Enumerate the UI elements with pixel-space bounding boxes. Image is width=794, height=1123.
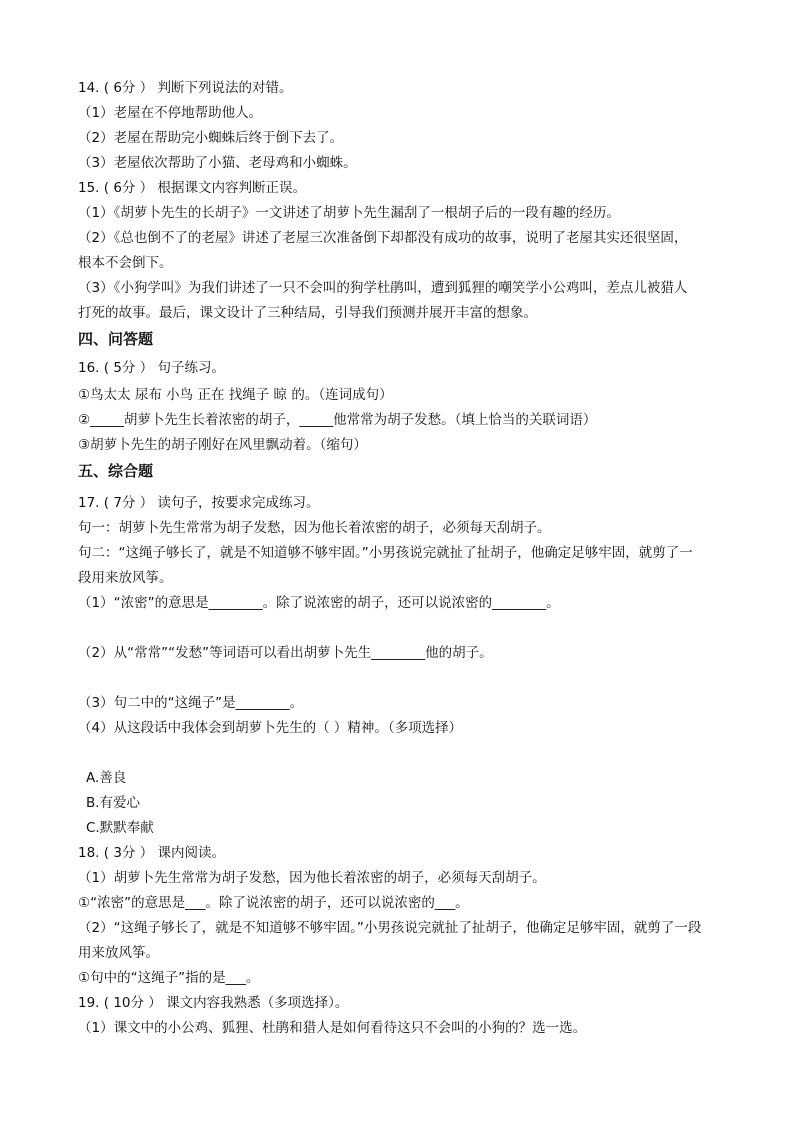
q14-item-1: （1）老屋在不停地帮助他人。 bbox=[78, 105, 263, 121]
q18-item-2-question: ①句中的“这绳子”指的是___。 bbox=[78, 970, 260, 986]
q18-title: 18. ( 3分 ） 课内阅读。 bbox=[78, 845, 225, 861]
section-heading-5: 五、综合题 bbox=[78, 462, 154, 480]
q17-sub-1: （1）“浓密”的意思是________。除了说浓密的胡子，还可以说浓密的________。 bbox=[78, 595, 560, 611]
q16-title: 16. ( 5分 ） 句子练习。 bbox=[78, 360, 225, 376]
section-heading-4: 四、问答题 bbox=[78, 330, 154, 348]
q18-item-1: （1）胡萝卜先生常常为胡子发愁，因为他长着浓密的胡子，必须每天刮胡子。 bbox=[78, 870, 546, 886]
q17-option-a: A.善良 bbox=[86, 770, 127, 786]
q15-item-1: （1）《胡萝卜先生的长胡子》一文讲述了胡萝卜先生漏刮了一根胡子后的一段有趣的经历。 bbox=[78, 205, 620, 221]
q17-option-b: B.有爱心 bbox=[86, 795, 141, 811]
q17-sentence-2-line-1: 句二：“这绳子够长了，就是不知道够不够牢固。”小男孩说完就扯了扯胡子，他确定足够牢固，就剪了一 bbox=[78, 545, 693, 561]
q14-item-2: （2）老屋在帮助完小蜘蛛后终于倒下去了。 bbox=[78, 130, 344, 146]
q17-sub-2: （2）从“常常”“发愁”等词语可以看出胡萝卜先生________他的胡子。 bbox=[78, 645, 493, 661]
q17-sentence-2-line-2: 段用来放风筝。 bbox=[78, 570, 173, 586]
q18-item-2-line-2: 用来放风筝。 bbox=[78, 945, 159, 961]
q18-item-2-line-1: （2）“这绳子够长了，就是不知道够不够牢固。”小男孩说完就扯了扯胡子，他确定足够牢固，就剪了一段 bbox=[78, 920, 702, 936]
q19-item-1: （1）课文中的小公鸡、狐狸、杜鹃和猎人是如何看待这只不会叫的小狗的？选一选。 bbox=[78, 1020, 587, 1036]
q15-item-2-line-1: （2）《总也倒不了的老屋》讲述了老屋三次准备倒下却都没有成功的故事，说明了老屋其实还很坚固， bbox=[78, 230, 688, 246]
q15-title: 15. ( 6分 ） 根据课文内容判断正误。 bbox=[78, 180, 306, 196]
q17-sentence-1: 句一：胡萝卜先生常常为胡子发愁，因为他长着浓密的胡子，必须每天刮胡子。 bbox=[78, 520, 551, 536]
q14-title: 14. ( 6分 ） 判断下列说法的对错。 bbox=[78, 80, 293, 96]
q16-item-1: ①鸟太太 尿布 小鸟 正在 找绳子 晾 的。（连词成句） bbox=[78, 387, 393, 403]
q16-item-3: ③胡萝卜先生的胡子刚好在风里飘动着。（缩句） bbox=[78, 437, 367, 453]
q17-sub-3: （3）句二中的“这绳子”是________。 bbox=[78, 695, 304, 711]
q16-item-2: ②_____胡萝卜先生长着浓密的胡子，_____他常常为胡子发愁。（填上恰当的关联词语） bbox=[78, 412, 597, 428]
q17-sub-4: （4）从这段话中我体会到胡萝卜先生的（ ）精神。（多项选择） bbox=[78, 720, 463, 736]
q15-item-2-line-2: 根本不会倒下。 bbox=[78, 255, 173, 271]
q15-item-3-line-1: （3）《小狗学叫》为我们讲述了一只不会叫的狗学杜鹃叫，遭到狐狸的嘲笑学小公鸡叫，差点儿被猎人 bbox=[78, 280, 688, 296]
q19-title: 19. ( 10分 ） 课文内容我熟悉（多项选择）。 bbox=[78, 995, 349, 1011]
q17-title: 17. ( 7分 ） 读句子，按要求完成练习。 bbox=[78, 495, 320, 511]
q18-item-1-question: ①“浓密”的意思是___。除了说浓密的胡子，还可以说浓密的___。 bbox=[78, 895, 469, 911]
q17-option-c: C.默默奉献 bbox=[86, 820, 154, 836]
q15-item-3-line-2: 打死的故事。最后，课文设计了三种结局，引导我们预测并展开丰富的想象。 bbox=[78, 305, 537, 321]
q14-item-3: （3）老屋依次帮助了小猫、老母鸡和小蜘蛛。 bbox=[78, 155, 357, 171]
